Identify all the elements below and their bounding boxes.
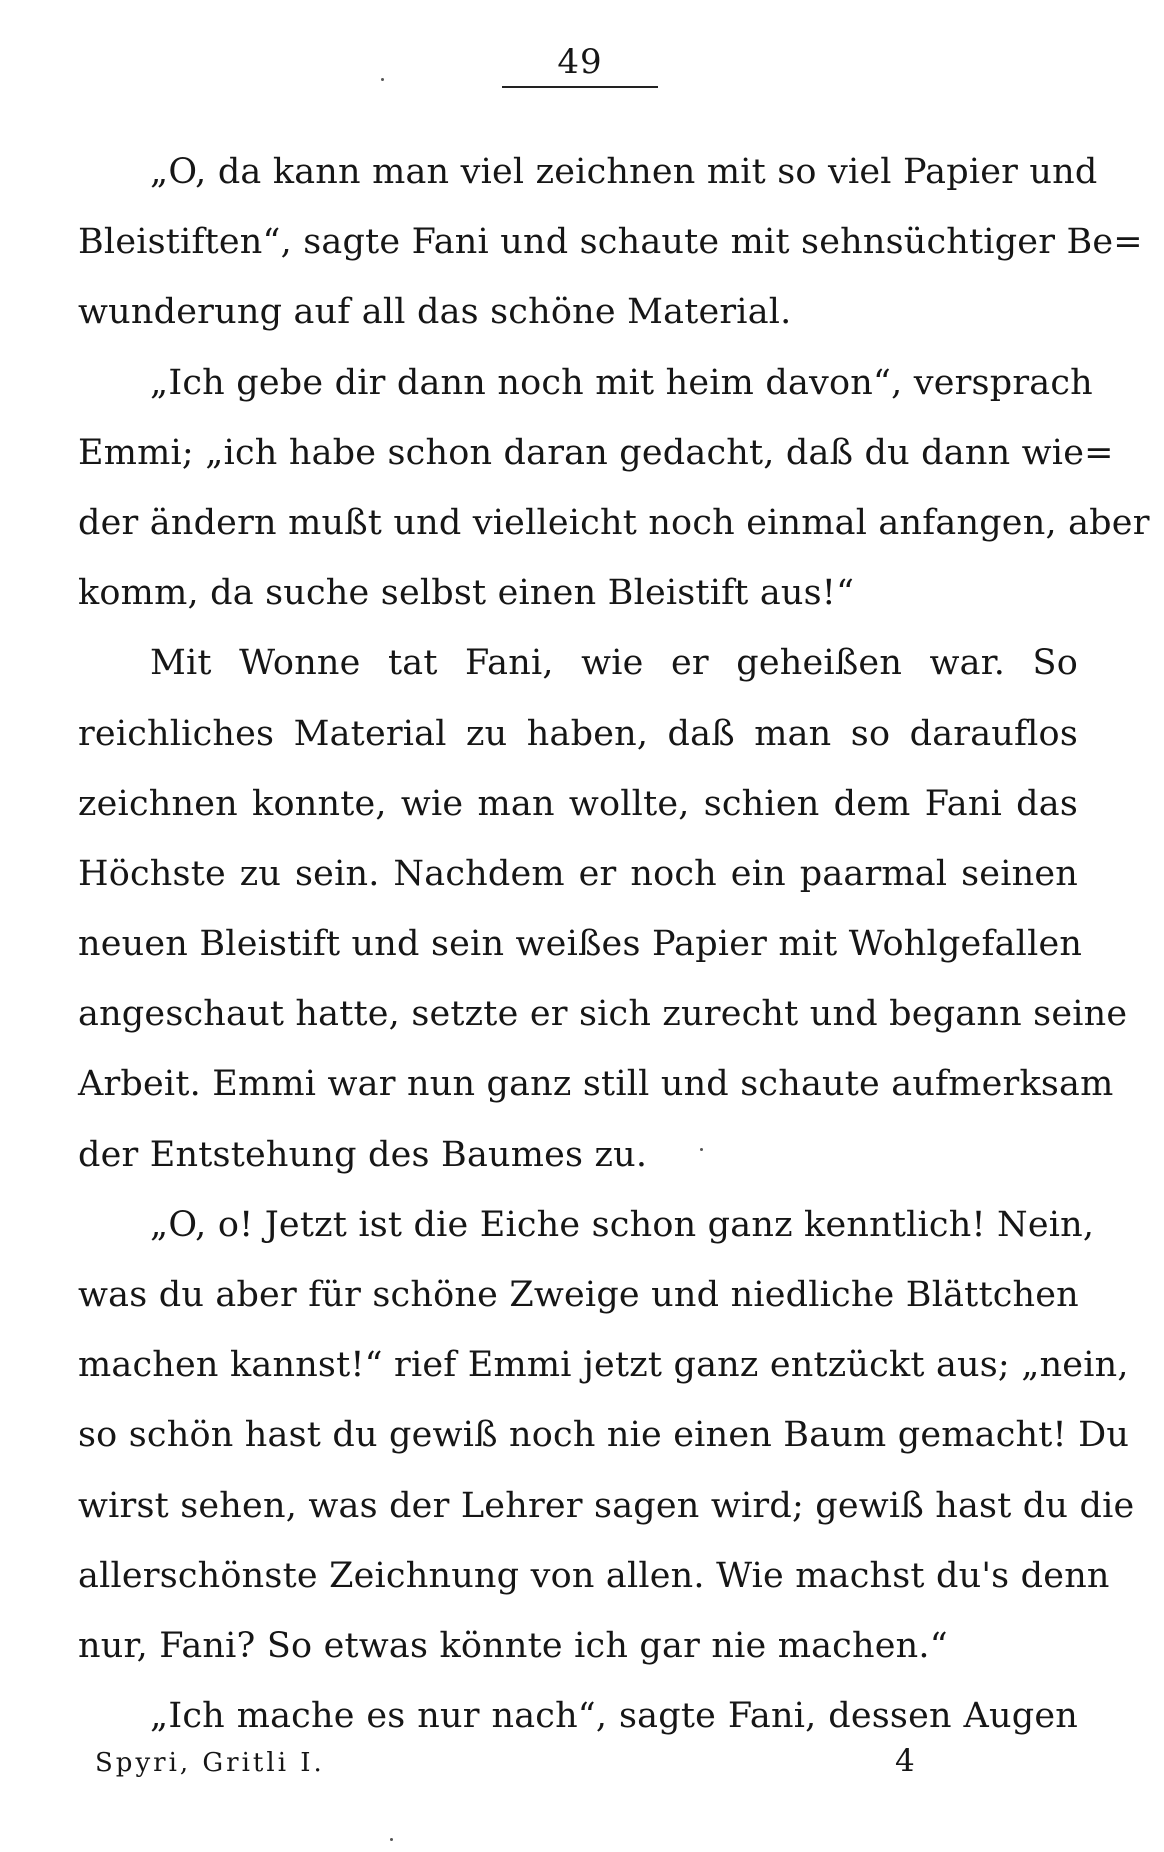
text-line: wunderung auf all das schöne Material. [78,292,792,333]
text-line: „O, o! Jetzt ist die Eiche schon ganz kenntlich! Nein, [150,1204,1095,1245]
text-line: Emmi; „ich habe schon daran gedacht, daß du dann wie= [78,432,1114,473]
page-number-rule [502,86,658,88]
text-line: was du aber für schöne Zweige und niedliche Blättchen [78,1275,1079,1315]
page-number: 49 [557,42,603,82]
scan-speck [390,1838,393,1841]
text-line: Bleistiften“, sagte Fani und schaute mit sehnsüchtiger Be= [78,222,1143,263]
page-footer [95,1745,935,1785]
text-line: Höchste zu sein. Nachdem er noch ein paarmal seinen [78,853,1078,894]
text-line: wirst sehen, was der Lehrer sagen wird; gewiß hast du die [78,1485,1135,1526]
text-line: „Ich gebe dir dann noch mit heim davon“, versprach [150,362,1093,403]
scan-speck [381,78,384,81]
text-line: machen kannst!“ rief Emmi jetzt ganz entzückt aus; „nein, [78,1345,1129,1386]
text-line: „O, da kann man viel zeichnen mit so viel Papier und [150,152,1098,192]
text-line: nur, Fani? So etwas könnte ich gar nie machen.“ [78,1625,948,1666]
text-line: neuen Bleistift und sein weißes Papier mit Wohlgefallen [78,924,1083,965]
text-line: Mit Wonne tat Fani, wie er geheißen war. So [150,643,1078,684]
text-line: der ändern mußt und vielleicht noch einmal anfangen, aber [78,502,1150,543]
text-line: zeichnen konnte, wie man wollte, schien dem Fani das [78,783,1078,824]
text-line: so schön hast du gewiß noch nie einen Baum gemacht! Du [78,1415,1130,1456]
sheet-number: 4 [895,1743,915,1779]
scan-speck [700,1148,703,1151]
text-line: Arbeit. Emmi war nun ganz still und schaute aufmerksam [78,1064,1114,1105]
text-line: der Entstehung des Baumes zu. [78,1134,648,1175]
body-text [78,137,1150,1751]
text-line: allerschönste Zeichnung von allen. Wie machst du's denn [78,1555,1110,1596]
text-line: komm, da suche selbst einen Bleistift aus!“ [78,573,855,614]
text-line: angeschaut hatte, setzte er sich zurecht und begann seine [78,994,1128,1035]
text-line: reichliches Material zu haben, daß man so darauflos [78,713,1078,754]
printer-signature: Spyri, Gritli I. [95,1748,325,1778]
text-line: „Ich mache es nur nach“, sagte Fani, dessen Augen [150,1696,1078,1737]
